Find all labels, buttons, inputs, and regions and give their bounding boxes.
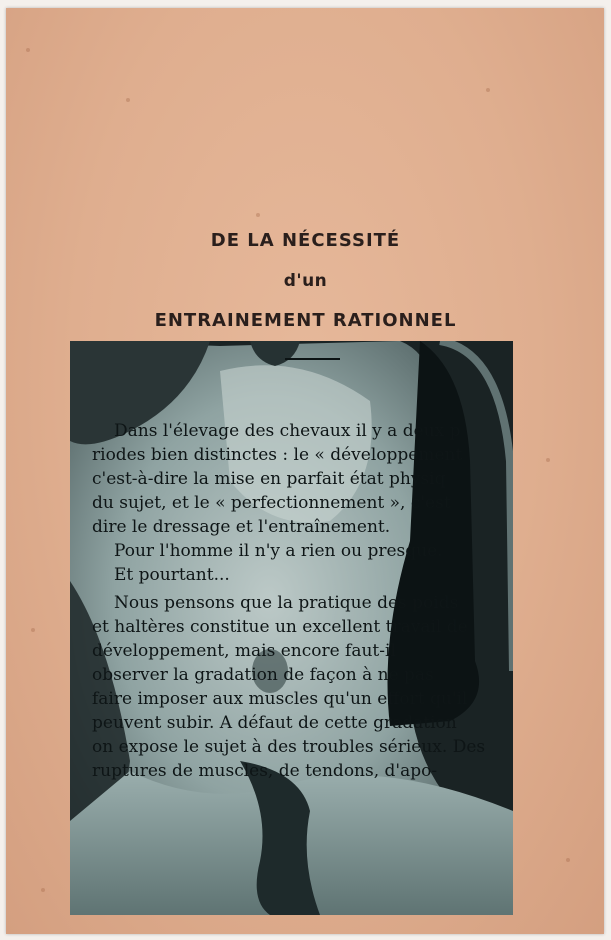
text-line: c'est-à-dire la mise en parfait état physiq [92, 469, 446, 489]
paper-speck [546, 458, 550, 462]
text-line: peuvent subir. A défaut de cette gradation [92, 713, 457, 733]
text-line: observer la gradation de façon à ne pas [92, 665, 434, 685]
paper-speck [126, 98, 130, 102]
text-line: dire le dressage et l'entraînement. [92, 517, 391, 537]
text-line: Nous pensons que la pratique des poids [114, 593, 459, 613]
title-line-3: ENTRAINEMENT RATIONNEL [154, 310, 457, 331]
text-line: Dans l'élevage des chevaux il y a deux p [114, 421, 461, 441]
text-line: Pour l'homme il n'y a rien ou presque. [114, 541, 443, 561]
text-line: du sujet, et le « perfectionnement », c'est [92, 493, 451, 513]
paper-speck [41, 888, 45, 892]
torso-photograph [70, 341, 513, 915]
paper-speck [566, 858, 570, 862]
text-line: Et pourtant... [114, 565, 230, 585]
paper-speck [486, 88, 490, 92]
paper-speck [31, 628, 35, 632]
title-line-2: d'un [283, 271, 328, 291]
title-line-1: DE LA NÉCESSITÉ [210, 230, 401, 251]
text-line: on expose le sujet à des troubles sérieux. Des [92, 737, 486, 757]
text-line: riodes bien distinctes : le « développement [92, 445, 463, 465]
text-line: ruptures de muscles, de tendons, d'apo- [92, 761, 438, 781]
text-line: et haltères constitue un excellent travail de [92, 617, 468, 637]
text-line: faire imposer aux muscles qu'un effort qu'il [92, 689, 468, 709]
text-line: développement, mais encore faut-il [92, 641, 396, 661]
paper-speck [26, 48, 30, 52]
paper-speck [256, 213, 260, 217]
